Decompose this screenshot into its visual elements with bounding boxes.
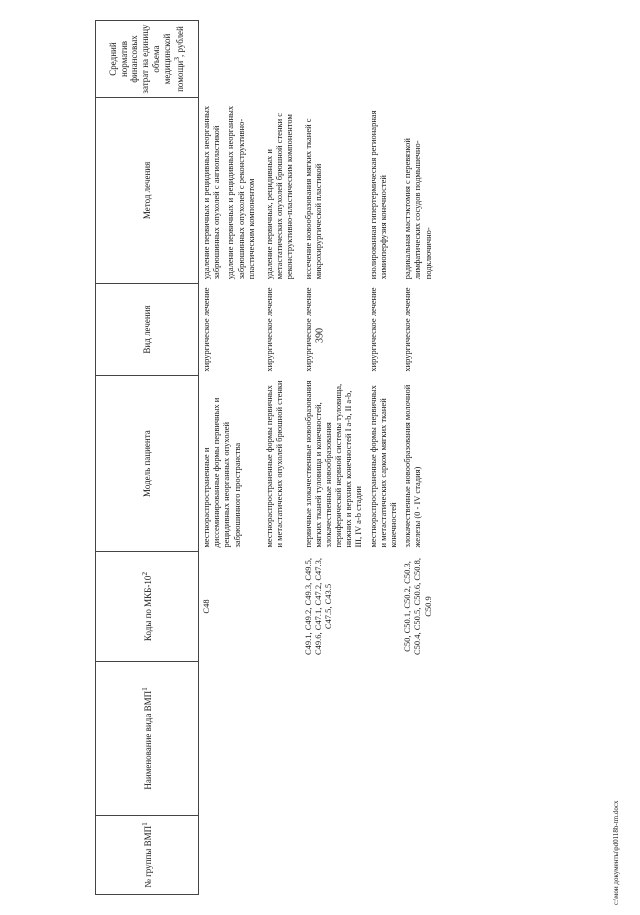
footer <box>612 800 622 915</box>
header-code: Коды по МКБ-$10^2$ <box>96 552 199 662</box>
treatment-methods <box>199 98 262 284</box>
treatment-type: хирургическое лечение <box>367 287 378 372</box>
header-row <box>96 21 199 895</box>
treatment-type: хирургическое лечение <box>201 287 211 372</box>
table-row <box>301 21 366 895</box>
icd-codes: С49.1, С49.2, С49.3, С49.5, С49.6, С47.1, С47.2, С47.3, С47.5, С43.5 <box>302 557 333 656</box>
icd-codes <box>262 552 301 662</box>
header-group: № группы ВМП$^1$ <box>96 815 199 894</box>
treatment-type: хирургическое лечение <box>302 287 313 372</box>
patient-model: местнораспространенные и диссеминированные формы первичных и рецидивных неорганных опухолей забрюшинного пространства <box>201 397 242 548</box>
patient-model: местнораспространенные формы первичных и метастатических сарком мягких тканей конечностей <box>367 385 398 548</box>
table-row <box>199 21 262 895</box>
treatment-methods <box>262 98 301 284</box>
page-number: 390 <box>314 328 326 343</box>
header-type: Вид лечения <box>96 283 199 375</box>
method-item: удаление первичных и рецидивных неорганных забрюшинных опухолей с ангиопластикой <box>201 105 222 280</box>
method-item: изолированная гипертермическая регионарная химиоперфузия конечностей <box>367 110 388 280</box>
header-name: Наименование вида ВМП$^1$ <box>96 661 199 815</box>
vmp-table <box>95 20 439 895</box>
header-model: Модель пациента <box>96 376 199 552</box>
icd-codes <box>366 552 401 662</box>
treatment-methods <box>366 98 401 284</box>
table-row <box>400 21 439 895</box>
treatment-type: хирургическое лечение <box>263 287 274 372</box>
patient-model: злокачественные новообразования молочной железы (0 - IV стадия) <box>402 384 423 548</box>
header-method: Метод лечения <box>96 98 199 284</box>
footer-path: c:\мои документы\pd0118b-tm.docx <box>612 800 620 905</box>
icd-codes: С50, С50.1, С50.2, С50.3, С50.4, С50.5, С50.6, С50.8, С50.9 <box>402 557 433 656</box>
treatment-methods <box>301 98 366 284</box>
method-item: иссечение новообразования мягких тканей с микрохирургической пластикой <box>302 118 323 280</box>
table-row <box>366 21 401 895</box>
table-row <box>262 21 301 895</box>
rotated-table-container <box>95 20 555 895</box>
patient-model: местнораспространенные формы первичных и метастатических опухолей брюшной стенки <box>263 380 285 548</box>
treatment-type: хирургическое лечение <box>402 287 413 372</box>
header-cost: Средний норматив финансовых затрат на единицу объема медицинской помощи$^3$, рублей <box>96 21 199 98</box>
patient-model: первичные злокачественные новообразования мягких тканей туловища и конечностей, злокачественные новообразования периферической нервной системы туловища, нижних и верхних конечностей I a-b, II a-b, III, IV a-b стадии <box>302 380 364 548</box>
method-item: удаление первичных и рецидивных неорганных забрюшинных опухолей с реконструктивно-пластическим компонентом <box>225 105 256 280</box>
treatment-methods <box>400 98 439 284</box>
icd-codes: С48 <box>201 599 211 614</box>
method-item: удаление первичных, рецидивных и метастатических опухолей брюшной стенки с реконструктивно-пластическим компонентом <box>263 112 295 280</box>
method-item: радикальная мастэктомия с перевязкой лимфатических сосудов подмышечно-подключично- <box>402 138 433 280</box>
